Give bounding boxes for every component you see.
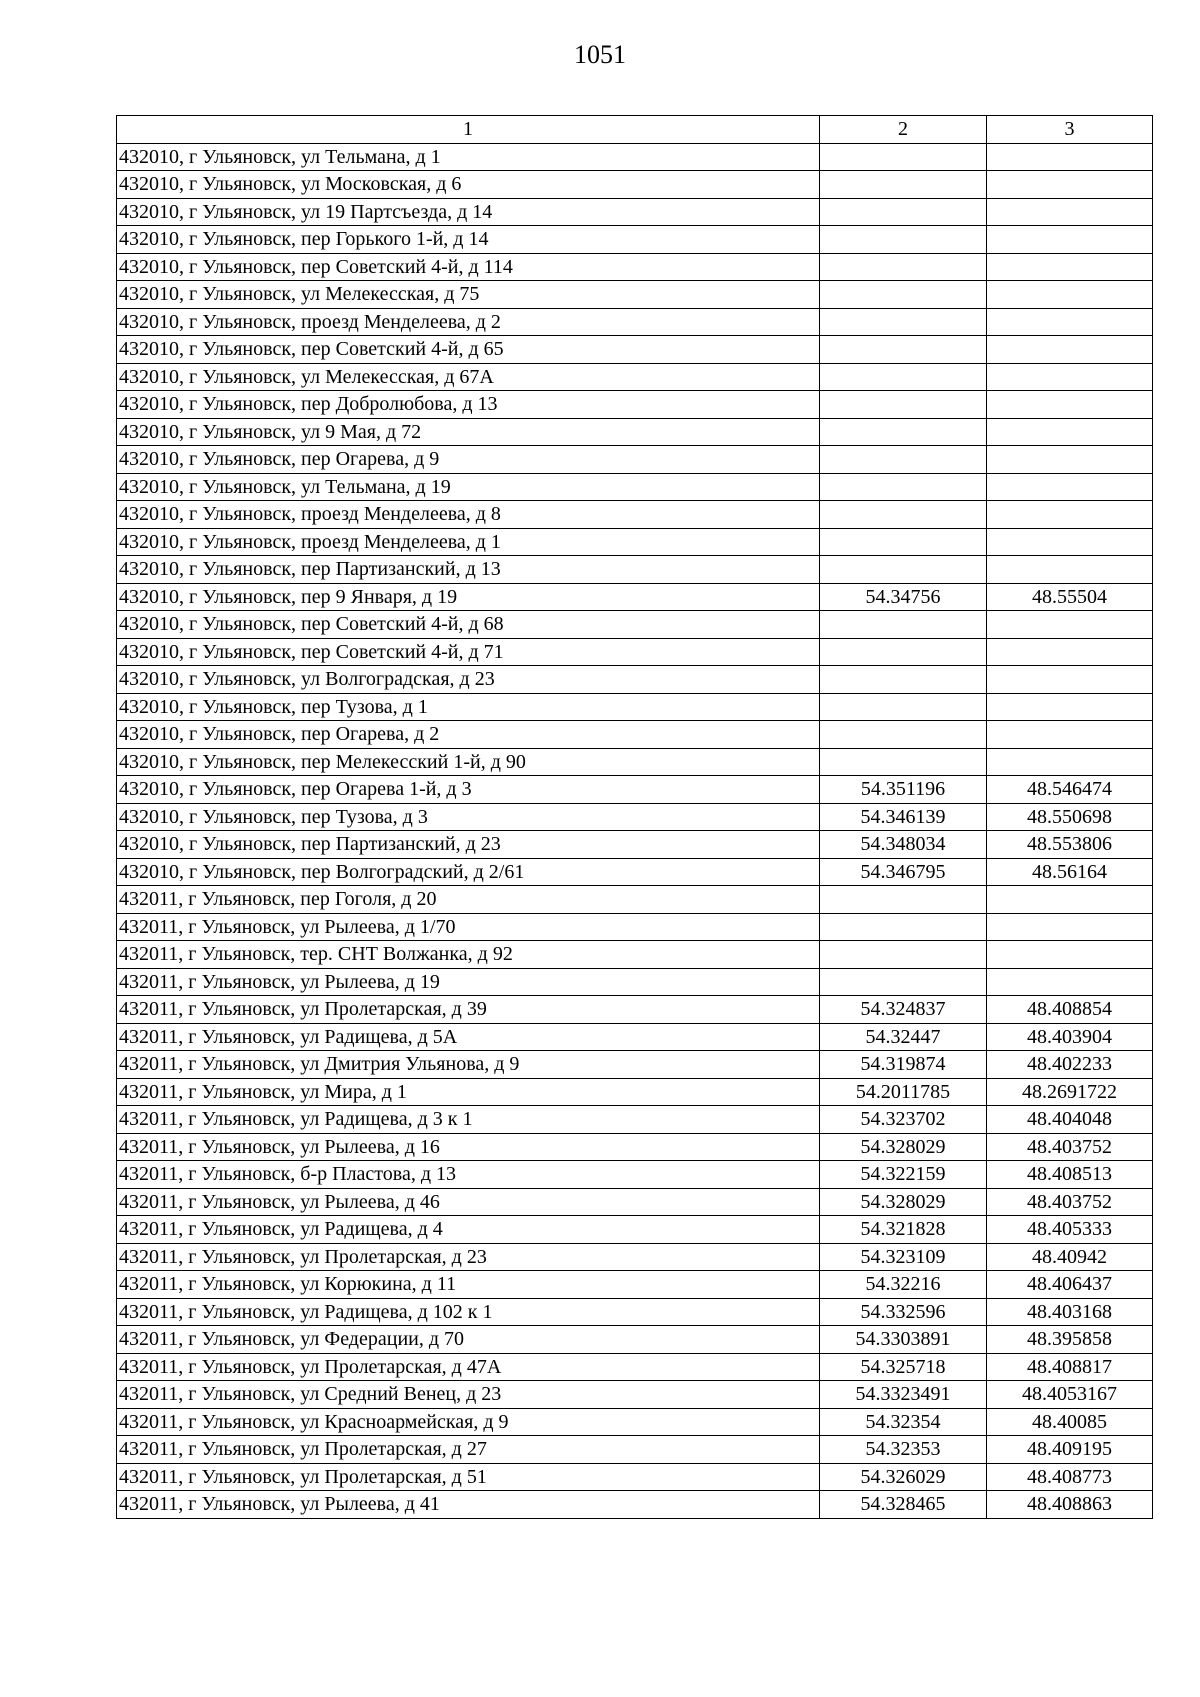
- table-row: [117, 913, 1153, 941]
- address-cell: 432011, г Ульяновск, пер Гоголя, д 20: [117, 886, 820, 914]
- address-cell: 432011, г Ульяновск, ул Федерации, д 70: [117, 1326, 820, 1354]
- longitude-cell: [987, 198, 1153, 226]
- address-cell: 432010, г Ульяновск, пер Добролюбова, д 13: [117, 391, 820, 419]
- address-cell: 432010, г Ульяновск, пер Тузова, д 3: [117, 803, 820, 831]
- latitude-cell: [820, 308, 987, 336]
- address-cell: 432011, г Ульяновск, ул Пролетарская, д 51: [117, 1463, 820, 1491]
- latitude-cell: 54.32447: [820, 1023, 987, 1051]
- latitude-cell: 54.351196: [820, 776, 987, 804]
- longitude-cell: 48.550698: [987, 803, 1153, 831]
- address-cell: 432010, г Ульяновск, ул Мелекесская, д 75: [117, 281, 820, 309]
- longitude-cell: [987, 391, 1153, 419]
- latitude-cell: [820, 528, 987, 556]
- latitude-cell: [820, 721, 987, 749]
- table-row: [117, 1106, 1153, 1134]
- address-cell: 432010, г Ульяновск, ул Тельмана, д 1: [117, 143, 820, 171]
- latitude-cell: [820, 556, 987, 584]
- latitude-cell: [820, 226, 987, 254]
- latitude-cell: [820, 693, 987, 721]
- address-cell: 432010, г Ульяновск, пер Волгоградский, д 2/61: [117, 858, 820, 886]
- longitude-cell: [987, 693, 1153, 721]
- table-row: [117, 1298, 1153, 1326]
- longitude-cell: [987, 968, 1153, 996]
- table-row: [117, 501, 1153, 529]
- table-row: [117, 446, 1153, 474]
- address-cell: 432010, г Ульяновск, проезд Менделеева, д 8: [117, 501, 820, 529]
- longitude-cell: [987, 638, 1153, 666]
- latitude-cell: [820, 281, 987, 309]
- latitude-cell: [820, 501, 987, 529]
- table-row: [117, 473, 1153, 501]
- latitude-cell: [820, 748, 987, 776]
- longitude-cell: [987, 253, 1153, 281]
- table-row: [117, 858, 1153, 886]
- longitude-cell: 48.403168: [987, 1298, 1153, 1326]
- table-header-row: [117, 116, 1153, 144]
- longitude-cell: [987, 171, 1153, 199]
- longitude-cell: [987, 748, 1153, 776]
- latitude-cell: [820, 363, 987, 391]
- latitude-cell: [820, 143, 987, 171]
- latitude-cell: [820, 666, 987, 694]
- longitude-cell: 48.408863: [987, 1491, 1153, 1519]
- table-row: [117, 721, 1153, 749]
- latitude-cell: [820, 418, 987, 446]
- latitude-cell: 54.328465: [820, 1491, 987, 1519]
- address-cell: 432011, г Ульяновск, ул Радищева, д 5А: [117, 1023, 820, 1051]
- latitude-cell: 54.2011785: [820, 1078, 987, 1106]
- table-row: [117, 253, 1153, 281]
- longitude-cell: 48.553806: [987, 831, 1153, 859]
- address-cell: 432011, г Ульяновск, ул Радищева, д 4: [117, 1216, 820, 1244]
- longitude-cell: [987, 528, 1153, 556]
- latitude-cell: 54.348034: [820, 831, 987, 859]
- longitude-cell: 48.406437: [987, 1271, 1153, 1299]
- latitude-cell: 54.346795: [820, 858, 987, 886]
- table-row: [117, 886, 1153, 914]
- longitude-cell: [987, 913, 1153, 941]
- table-row: [117, 1463, 1153, 1491]
- address-cell: 432010, г Ульяновск, пер Советский 4-й, д 71: [117, 638, 820, 666]
- table-row: [117, 418, 1153, 446]
- latitude-cell: [820, 968, 987, 996]
- address-cell: 432010, г Ульяновск, ул 9 Мая, д 72: [117, 418, 820, 446]
- address-cell: 432011, г Ульяновск, ул Рылеева, д 46: [117, 1188, 820, 1216]
- latitude-cell: 54.325718: [820, 1353, 987, 1381]
- longitude-cell: 48.546474: [987, 776, 1153, 804]
- longitude-cell: [987, 886, 1153, 914]
- address-cell: 432011, г Ульяновск, ул Рылеева, д 41: [117, 1491, 820, 1519]
- latitude-cell: 54.34756: [820, 583, 987, 611]
- table-row: [117, 638, 1153, 666]
- latitude-cell: [820, 913, 987, 941]
- address-cell: 432010, г Ульяновск, пер Партизанский, д 13: [117, 556, 820, 584]
- table-row: [117, 1078, 1153, 1106]
- table-row: [117, 281, 1153, 309]
- table-row: [117, 171, 1153, 199]
- latitude-cell: [820, 198, 987, 226]
- longitude-cell: [987, 666, 1153, 694]
- table-row: [117, 363, 1153, 391]
- table-row: [117, 1436, 1153, 1464]
- longitude-cell: 48.40942: [987, 1243, 1153, 1271]
- latitude-cell: [820, 446, 987, 474]
- address-cell: 432010, г Ульяновск, ул 19 Партсъезда, д 14: [117, 198, 820, 226]
- address-cell: 432010, г Ульяновск, пер Советский 4-й, д 68: [117, 611, 820, 639]
- table-row: [117, 1023, 1153, 1051]
- address-cell: 432010, г Ульяновск, ул Мелекесская, д 67А: [117, 363, 820, 391]
- address-cell: 432011, г Ульяновск, ул Корюкина, д 11: [117, 1271, 820, 1299]
- address-cell: 432010, г Ульяновск, пер Огарева, д 9: [117, 446, 820, 474]
- address-cell: 432010, г Ульяновск, ул Волгоградская, д 23: [117, 666, 820, 694]
- latitude-cell: [820, 941, 987, 969]
- table-row: [117, 1133, 1153, 1161]
- longitude-cell: 48.408513: [987, 1161, 1153, 1189]
- table-row: [117, 748, 1153, 776]
- address-cell: 432010, г Ульяновск, пер 9 Января, д 19: [117, 583, 820, 611]
- address-cell: 432011, г Ульяновск, ул Пролетарская, д 23: [117, 1243, 820, 1271]
- address-cell: 432011, г Ульяновск, ул Рылеева, д 1/70: [117, 913, 820, 941]
- table-row: [117, 1271, 1153, 1299]
- longitude-cell: 48.2691722: [987, 1078, 1153, 1106]
- address-cell: 432010, г Ульяновск, ул Московская, д 6: [117, 171, 820, 199]
- table-row: [117, 1408, 1153, 1436]
- page-number: 1051: [574, 40, 626, 69]
- address-table: [116, 115, 1153, 1519]
- latitude-cell: 54.32353: [820, 1436, 987, 1464]
- latitude-cell: [820, 171, 987, 199]
- longitude-cell: 48.403752: [987, 1133, 1153, 1161]
- table-row: [117, 1051, 1153, 1079]
- longitude-cell: [987, 446, 1153, 474]
- longitude-cell: [987, 501, 1153, 529]
- longitude-cell: [987, 941, 1153, 969]
- address-cell: 432011, г Ульяновск, ул Дмитрия Ульянова, д 9: [117, 1051, 820, 1079]
- longitude-cell: 48.402233: [987, 1051, 1153, 1079]
- table-row: [117, 528, 1153, 556]
- table-row: [117, 226, 1153, 254]
- table-row: [117, 968, 1153, 996]
- table-row: [117, 996, 1153, 1024]
- address-cell: 432010, г Ульяновск, пер Мелекесский 1-й, д 90: [117, 748, 820, 776]
- address-cell: 432011, г Ульяновск, ул Средний Венец, д 23: [117, 1381, 820, 1409]
- table-row: [117, 1326, 1153, 1354]
- longitude-cell: 48.405333: [987, 1216, 1153, 1244]
- table-row: [117, 831, 1153, 859]
- table-row: [117, 1353, 1153, 1381]
- table-row: [117, 1161, 1153, 1189]
- latitude-cell: 54.319874: [820, 1051, 987, 1079]
- address-cell: 432011, г Ульяновск, ул Рылеева, д 19: [117, 968, 820, 996]
- address-cell: 432011, г Ульяновск, ул Пролетарская, д 39: [117, 996, 820, 1024]
- address-cell: 432011, г Ульяновск, ул Радищева, д 102 к 1: [117, 1298, 820, 1326]
- longitude-cell: 48.395858: [987, 1326, 1153, 1354]
- table-row: [117, 556, 1153, 584]
- longitude-cell: [987, 611, 1153, 639]
- address-cell: 432010, г Ульяновск, проезд Менделеева, д 2: [117, 308, 820, 336]
- address-cell: 432010, г Ульяновск, пер Огарева, д 2: [117, 721, 820, 749]
- longitude-cell: 48.55504: [987, 583, 1153, 611]
- longitude-cell: 48.56164: [987, 858, 1153, 886]
- longitude-cell: 48.4053167: [987, 1381, 1153, 1409]
- table-row: [117, 1491, 1153, 1519]
- address-cell: 432010, г Ульяновск, пер Тузова, д 1: [117, 693, 820, 721]
- latitude-cell: 54.32354: [820, 1408, 987, 1436]
- longitude-cell: [987, 143, 1153, 171]
- longitude-cell: [987, 336, 1153, 364]
- latitude-cell: [820, 638, 987, 666]
- table-row: [117, 143, 1153, 171]
- address-cell: 432011, г Ульяновск, ул Радищева, д 3 к 1: [117, 1106, 820, 1134]
- latitude-cell: 54.3323491: [820, 1381, 987, 1409]
- table-row: [117, 1381, 1153, 1409]
- longitude-cell: [987, 473, 1153, 501]
- latitude-cell: 54.3303891: [820, 1326, 987, 1354]
- latitude-cell: [820, 473, 987, 501]
- longitude-cell: [987, 281, 1153, 309]
- latitude-cell: 54.328029: [820, 1133, 987, 1161]
- latitude-cell: 54.332596: [820, 1298, 987, 1326]
- longitude-cell: [987, 226, 1153, 254]
- table-row: [117, 336, 1153, 364]
- address-cell: 432010, г Ульяновск, пер Горького 1-й, д 14: [117, 226, 820, 254]
- table-row: [117, 583, 1153, 611]
- longitude-cell: [987, 721, 1153, 749]
- longitude-cell: 48.404048: [987, 1106, 1153, 1134]
- latitude-cell: 54.346139: [820, 803, 987, 831]
- longitude-cell: 48.40085: [987, 1408, 1153, 1436]
- column-header-1: 1: [117, 116, 820, 144]
- latitude-cell: 54.32216: [820, 1271, 987, 1299]
- address-cell: 432011, г Ульяновск, ул Пролетарская, д 47А: [117, 1353, 820, 1381]
- longitude-cell: [987, 556, 1153, 584]
- table-row: [117, 693, 1153, 721]
- longitude-cell: 48.403904: [987, 1023, 1153, 1051]
- latitude-cell: 54.326029: [820, 1463, 987, 1491]
- table-row: [117, 308, 1153, 336]
- table-row: [117, 776, 1153, 804]
- address-cell: 432010, г Ульяновск, пер Партизанский, д 23: [117, 831, 820, 859]
- longitude-cell: 48.409195: [987, 1436, 1153, 1464]
- address-cell: 432010, г Ульяновск, пер Советский 4-й, д 65: [117, 336, 820, 364]
- latitude-cell: 54.328029: [820, 1188, 987, 1216]
- longitude-cell: 48.408854: [987, 996, 1153, 1024]
- table-row: [117, 941, 1153, 969]
- address-cell: 432011, г Ульяновск, ул Мира, д 1: [117, 1078, 820, 1106]
- latitude-cell: [820, 611, 987, 639]
- longitude-cell: [987, 418, 1153, 446]
- column-header-3: 3: [987, 116, 1153, 144]
- latitude-cell: 54.324837: [820, 996, 987, 1024]
- address-cell: 432010, г Ульяновск, ул Тельмана, д 19: [117, 473, 820, 501]
- latitude-cell: 54.323109: [820, 1243, 987, 1271]
- table-row: [117, 198, 1153, 226]
- address-cell: 432010, г Ульяновск, проезд Менделеева, д 1: [117, 528, 820, 556]
- latitude-cell: 54.322159: [820, 1161, 987, 1189]
- address-cell: 432011, г Ульяновск, ул Красноармейская, д 9: [117, 1408, 820, 1436]
- latitude-cell: [820, 886, 987, 914]
- longitude-cell: 48.408817: [987, 1353, 1153, 1381]
- table-row: [117, 611, 1153, 639]
- latitude-cell: [820, 253, 987, 281]
- longitude-cell: 48.408773: [987, 1463, 1153, 1491]
- address-cell: 432010, г Ульяновск, пер Советский 4-й, д 114: [117, 253, 820, 281]
- table-row: [117, 391, 1153, 419]
- latitude-cell: 54.321828: [820, 1216, 987, 1244]
- address-cell: 432011, г Ульяновск, ул Рылеева, д 16: [117, 1133, 820, 1161]
- address-cell: 432011, г Ульяновск, ул Пролетарская, д 27: [117, 1436, 820, 1464]
- table-row: [117, 803, 1153, 831]
- latitude-cell: [820, 336, 987, 364]
- longitude-cell: [987, 308, 1153, 336]
- address-cell: 432011, г Ульяновск, тер. СНТ Волжанка, д 92: [117, 941, 820, 969]
- latitude-cell: 54.323702: [820, 1106, 987, 1134]
- table-row: [117, 666, 1153, 694]
- longitude-cell: [987, 363, 1153, 391]
- address-cell: 432011, г Ульяновск, б-р Пластова, д 13: [117, 1161, 820, 1189]
- latitude-cell: [820, 391, 987, 419]
- column-header-2: 2: [820, 116, 987, 144]
- table-row: [117, 1216, 1153, 1244]
- longitude-cell: 48.403752: [987, 1188, 1153, 1216]
- address-cell: 432010, г Ульяновск, пер Огарева 1-й, д 3: [117, 776, 820, 804]
- table-row: [117, 1243, 1153, 1271]
- table-row: [117, 1188, 1153, 1216]
